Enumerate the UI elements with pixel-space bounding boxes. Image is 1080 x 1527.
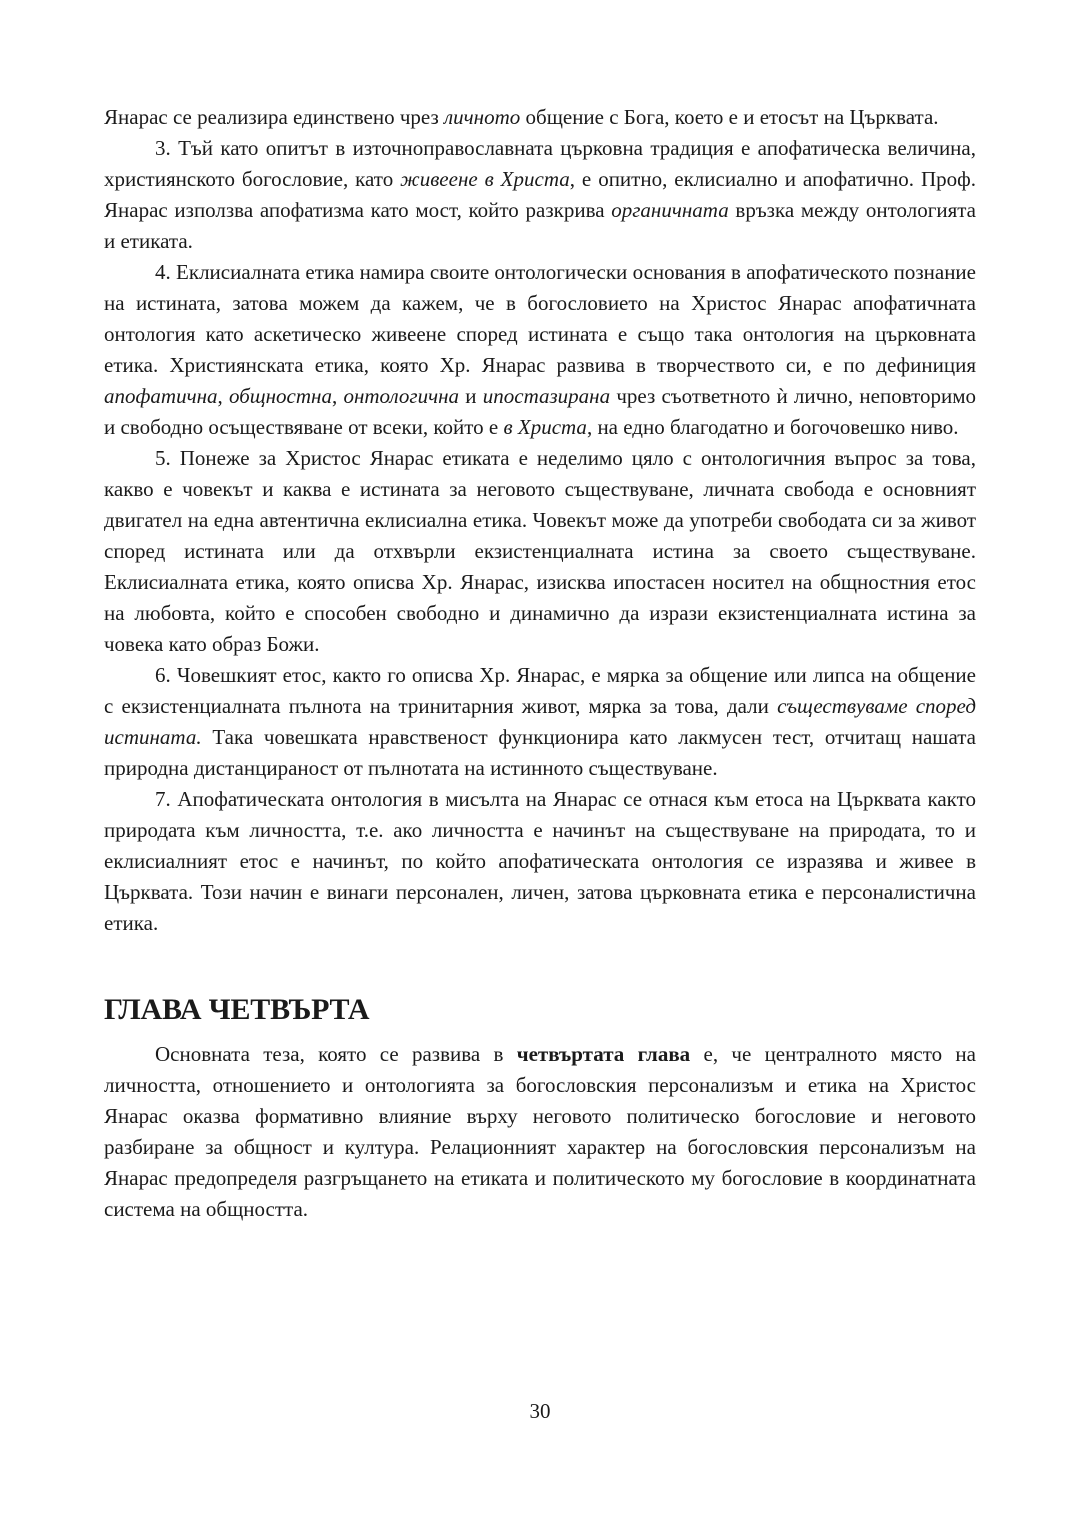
paragraph-point-6: 6. Човешкият етос, както го описва Хр. Янарас, е мярка за общение или липса на общение с екзистенциалната пълнота на тринитарния живот, мярка за това, дали съществуваме според истината. Така човешката нравственост функционира като лакмусен тест, отчитащ нашата природна дистанцираност от пълнотата на истинното съществуване. (104, 663, 976, 780)
chapter-intro-paragraph: Основната теза, която се развива в четвъртата глава е, че централното място на личността, отношението и онтологията за богословския персонализъм и етика на Христос Янарас оказва формативно влияние върху неговото политическо богословие и неговото разбиране за общност и култура. Релационният характер на богословския персонализъм на Янарас предопределя разгръщането на етиката и политическото му богословие в координатната система на общността. (104, 1042, 976, 1221)
chapter-heading: ГЛАВА ЧЕТВЪРТА (104, 993, 370, 1026)
paragraph-point-4: 4. Еклисиалната етика намира своите онтологически основания в апофатическото познание на истината, затова можем да кажем, че в богословието на Христос Янарас апофатичната онтология като аскетическо живеене според истината е също така онтология на църковната етика. Християнската етика, която Хр. Янарас развива в творчеството си, е по дефиниция апофатична, общностна, онтологична и ипостазирана чрез съответното ѝ лично, неповторимо и свободно осъществяване от всеки, който е в Христа, на едно благодатно и богочовешко ниво. (104, 260, 977, 439)
paragraph-continuation: Янарас се реализира единствено чрез личното общение с Бога, което е и етосът на Църквата. (104, 105, 939, 129)
paragraph-point-7: 7. Апофатическата онтология в мисълта на Янарас се отнася към етоса на Църквата както природата към личността, т.е. ако личността е начинът на съществуване на природата, то и еклисиалният етос е начинът, по който апофатическата онтология се изразява и живее в Църквата. Този начин е винаги персонален, личен, затова църковната етика е персоналистична етика. (104, 787, 976, 935)
document-page (104, 102, 976, 1225)
paragraph-point-5: 5. Понеже за Христос Янарас етиката е неделимо цяло с онтологичния въпрос за това, какво е човекът и каква е истината за неговото съществуване, личната свобода е основният двигател на една автентична еклисиална етика. Човекът може да употреби свободата си за живот според истината или да отхвърли екзистенциалната истина за своето съществуване. Еклисиалната етика, която описва Хр. Янарас, изисква ипостасен носител на общностния етос на любовта, който е способен свободно и динамично да изрази екзистенциалната истина за човека като образ Божи. (104, 446, 976, 656)
paragraph-point-3: 3. Тъй като опитът в източноправославната църковна традиция е апофатическа величина, християнското богословие, като живеене в Христа, е опитно, еклисиално и апофатично. Проф. Янарас използва апофатизма като мост, който разкрива органичната връзка между онтологията и етиката. (104, 136, 976, 253)
page-number: 30 (529, 1399, 551, 1423)
